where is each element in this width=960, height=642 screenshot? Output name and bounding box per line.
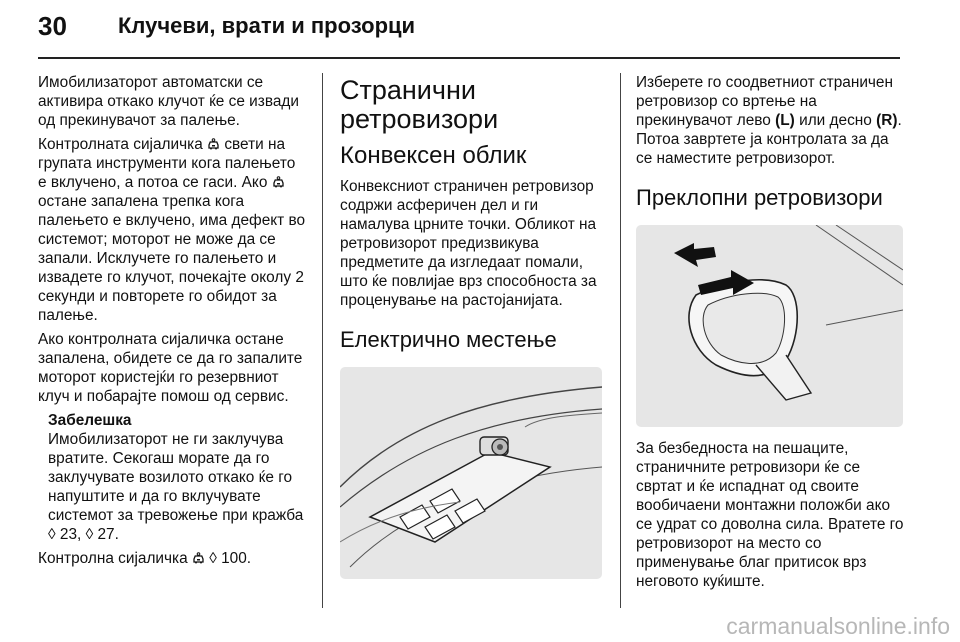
paragraph-warning-light (38, 135, 308, 325)
paragraph-convex-shape: Конвексниот страничен ретровизор содржи асферичен дел и ги намалува црните точки. Обликот на ретровизорот предизвикува предметите да изгледаат помали, што ќе повлијае врз способноста за проценување на растојанијата. (340, 178, 597, 309)
text: или десно (799, 112, 872, 129)
door-panel-drawing (340, 367, 602, 579)
paragraph-spare-key: Ако контролната сијаличка остане запалена, обидете се да го запалите моторот користејќи го резервниот клуч и побарајте помош од сервис. (38, 331, 303, 405)
page-reference-link[interactable]: 100. (221, 550, 252, 567)
text: . Потоа завртете ја контролата за да се наместите ретровизорот. (636, 112, 902, 167)
subsection-heading: Конвексен облик (340, 142, 527, 169)
car-key-immobilizer-icon (272, 176, 285, 188)
note-text (48, 430, 308, 544)
column-1 (38, 73, 308, 573)
reference-arrow-icon: ◊ (85, 526, 94, 543)
car-key-immobilizer-icon (207, 138, 220, 150)
header-rule (38, 57, 900, 59)
paragraph-immobilizer-activation: Имобилизаторот автоматски се активира откако клучот ќе се извади од прекинувачот за палење. (38, 74, 299, 129)
subsection-heading: Преклопни ретровизори (636, 185, 883, 210)
door-switch-illustration (340, 367, 602, 579)
subsection-heading: Електрично местење (340, 327, 557, 352)
running-title: Клучеви, врати и прозорци (118, 13, 416, 38)
text: Изберете го соодветниот страничен ретровизор со вртење на прекинувачот лево (636, 74, 893, 129)
column-divider-left (322, 73, 323, 608)
page-reference-link[interactable]: 27. (97, 526, 119, 543)
reference-arrow-icon: ◊ (48, 526, 56, 543)
section-heading: Странични ретровизори (340, 75, 499, 134)
text: Контролната сијаличка (38, 136, 203, 153)
page-reference-link[interactable]: 23, (59, 526, 82, 543)
text: Имобилизаторот не ги заклучува вратите. Секогаш морате да го заклучувате возилото откако ќе го напуштите и да го вклучувате системот за тревожење при кражба (48, 431, 304, 524)
text: остане запалена трепка кога палењето е вклучено, има дефект во системот; моторот не може да се запали. Исклучете го палењето и извадете го клучот, почекајте околу 2 секунди и повторете го обидот за палење. (38, 193, 306, 324)
note-box (38, 411, 308, 544)
paragraph-electric-adjustment (636, 73, 906, 168)
reference-arrow-icon: ◊ (209, 550, 217, 567)
right-label: (R) (876, 112, 898, 129)
paragraph-warning-light-ref (38, 549, 308, 568)
column-2 (340, 73, 605, 587)
note-title: Забелешка (48, 412, 132, 429)
column-3 (636, 73, 906, 596)
mirror-drawing (636, 225, 903, 427)
paragraph-folding-mirrors: За безбедноста на пешаците, страничните ретровизори ќе се свртат и ќе испаднат од своите вообичаени монтажни положби ако се удрат со доволна сила. Вратете го ретровизорот на место со применување благ притисок врз неговото куќиште. (636, 440, 904, 590)
car-key-immobilizer-icon (192, 552, 205, 564)
page-number: 30 (38, 11, 67, 41)
text: свети на групата инструменти кога палењето е вклучено, а потоа се гаси. Ако (38, 136, 296, 191)
text: Контролна сијаличка (38, 550, 188, 567)
watermark: carmanualsonline.info (726, 613, 950, 639)
left-label: (L) (775, 112, 795, 129)
column-divider-right (620, 73, 621, 608)
folding-mirror-illustration (636, 225, 903, 427)
